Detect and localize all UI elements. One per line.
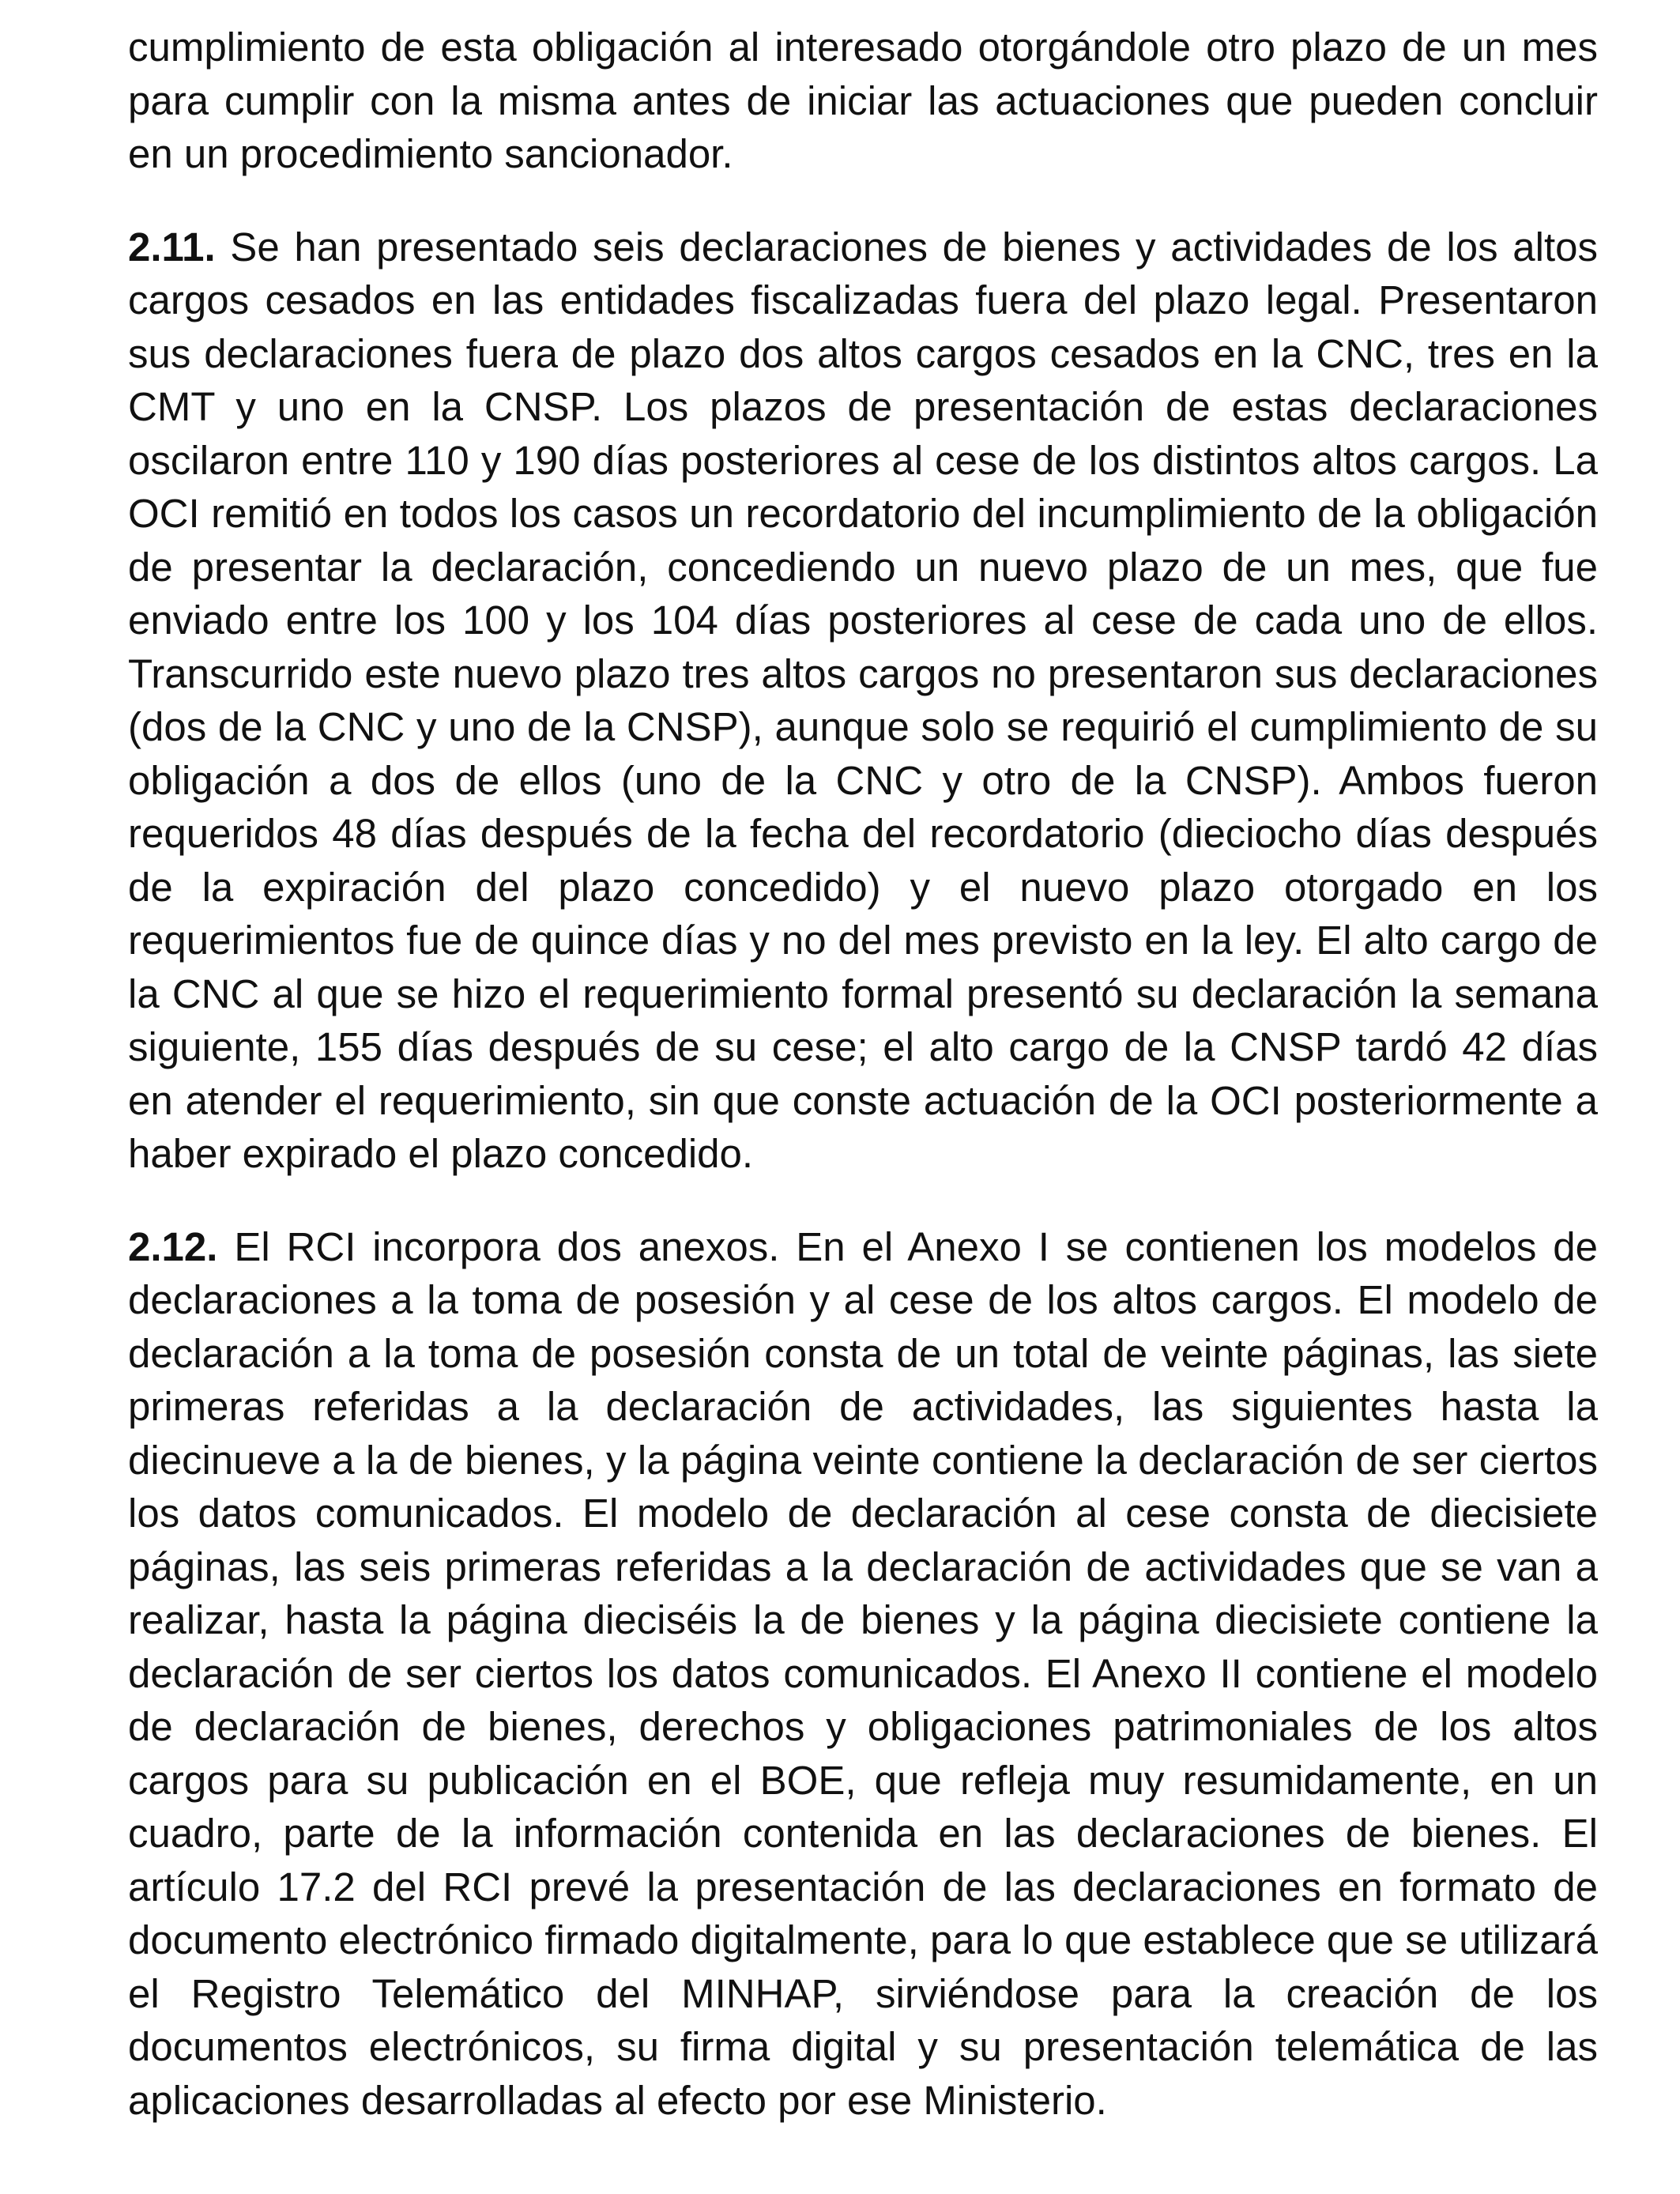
paragraph-text: El RCI incorpora dos anexos. En el Anexo I se contienen los modelos de declaraciones a la toma de posesión y al cese de los altos cargos. El modelo de declaración a la toma de posesión consta de un total de veinte páginas, las siete primeras referidas a la declaración de actividades, las siguientes hasta la diecinueve a la de bienes, y la página veinte contiene la declaración de ser ciertos los datos comunicados. El modelo de declaración al cese consta de diecisiete páginas, las seis primeras referidas a la declaración de actividades que se van a realizar, hasta la página dieciséis la de bienes y la página diecisiete contiene la declaración de ser ciertos los datos comunicados. El Anexo II contiene el modelo de declaración de bienes, derechos y obligaciones patrimoniales de los altos cargos para su publicación en el BOE, que refleja muy resumidamente, en un cuadro, parte de la información contenida en las declaraciones de bienes. El artículo 17.2 del RCI prevé la presentación de las declaraciones en formato de documento electrónico firmado digitalmente, para lo que establece que se utilizará el Registro Telemático del MINHAP, sirviéndose para la creación de los documentos electrónicos, su firma digital y su presentación telemática de las aplicaciones desarrolladas al efecto por ese Ministerio. <box>128 1223 1599 2123</box>
paragraph-2-11 <box>128 221 1598 1181</box>
paragraph-2-12 <box>128 1220 1598 2128</box>
paragraph-number: 2.11. <box>128 224 216 270</box>
paragraph-text: cumplimiento de esta obligación al interesado otorgándole otro plazo de un mes para cumplir con la misma antes de iniciar las actuaciones que pueden concluir en un procedimiento sancionador. <box>128 25 1598 176</box>
paragraph-continuation <box>128 21 1598 181</box>
document-page <box>128 21 1598 2127</box>
paragraph-number: 2.12. <box>128 1223 218 1269</box>
paragraph-text: Se han presentado seis declaraciones de bienes y actividades de los altos cargos cesados en las entidades fiscalizadas fuera del plazo legal. Presentaron sus declaraciones fuera de plazo dos altos cargos cesados en la CNC, tres en la CMT y uno en la CNSP. Los plazos de presentación de estas declaraciones oscilaron entre 110 y 190 días posteriores al cese de los distintos altos cargos. La OCI remitió en todos los casos un recordatorio del incumplimiento de la obligación de presentar la declaración, concediendo un nuevo plazo de un mes, que fue enviado entre los 100 y los 104 días posteriores al cese de cada uno de ellos. Transcurrido este nuevo plazo tres altos cargos no presentaron sus declaraciones (dos de la CNC y uno de la CNSP), aunque solo se requirió el cumplimiento de su obligación a dos de ellos (uno de la CNC y otro de la CNSP). Ambos fueron requeridos 48 días después de la fecha del recordatorio (dieciocho días después de la expiración del plazo concedido) y el nuevo plazo otorgado en los requerimientos fue de quince días y no del mes previsto en la ley. El alto cargo de la CNC al que se hizo el requerimiento formal presentó su declaración la semana siguiente, 155 días después de su cese; el alto cargo de la CNSP tardó 42 días en atender el requerimiento, sin que conste actuación de la OCI posteriormente a haber expirado el plazo concedido. <box>128 224 1599 1176</box>
